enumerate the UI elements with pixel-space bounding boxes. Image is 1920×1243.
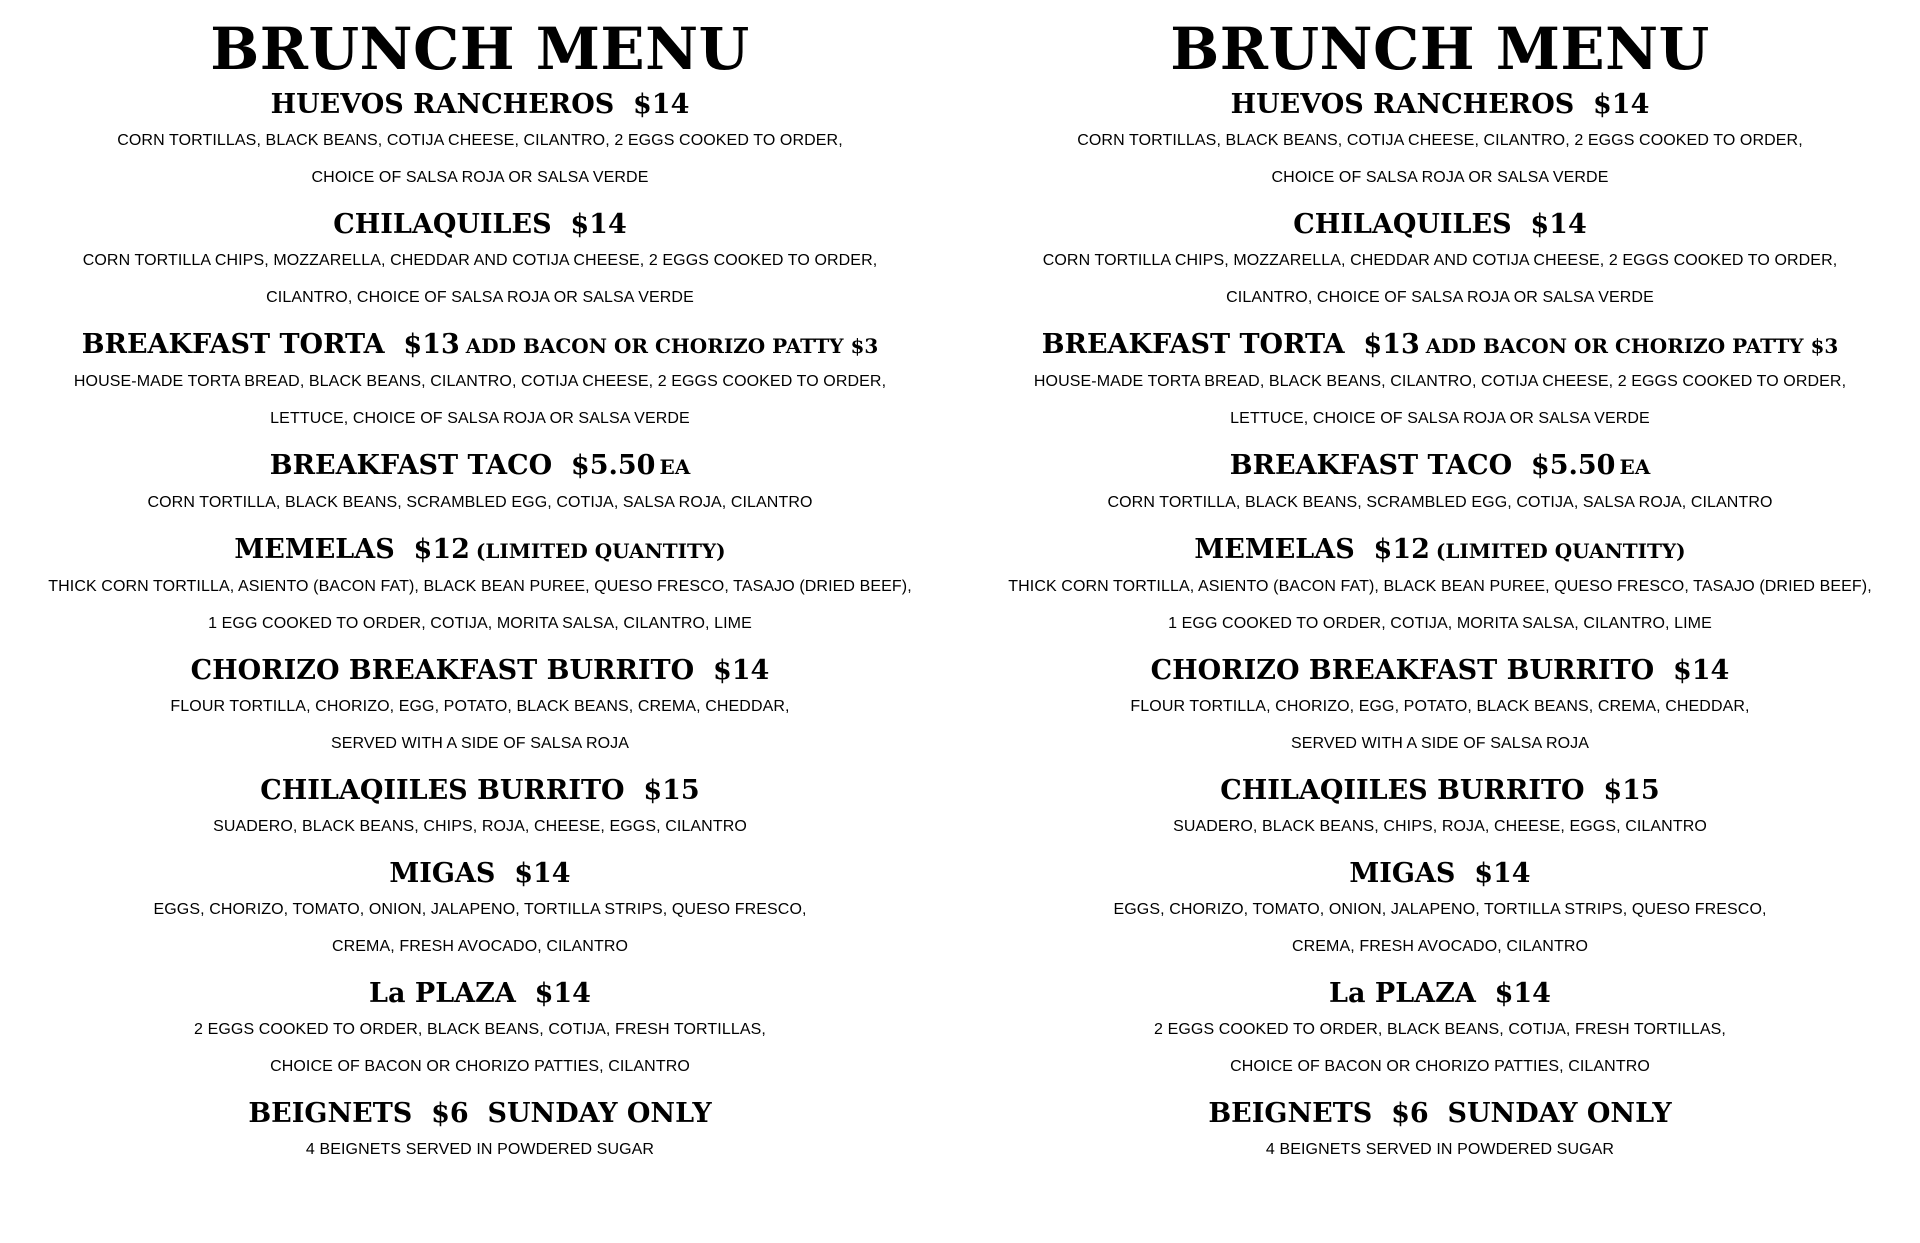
menu-item-description: CREMA, FRESH AVOCADO, CILANTRO	[331, 938, 629, 955]
menu-item	[0, 654, 960, 762]
menu-item-description: CORN TORTILLAS, BLACK BEANS, COTIJA CHEESE, CILANTRO, 2 EGGS COOKED TO ORDER,	[117, 132, 843, 149]
menu-item-name: BEIGNETS $6 SUNDAY ONLY	[1208, 1098, 1672, 1129]
menu-item	[960, 774, 1920, 845]
menu-item-addon: ADD BACON OR CHORIZO PATTY $3	[1425, 334, 1839, 358]
menu-item	[0, 857, 960, 965]
menu-item-heading	[960, 328, 1920, 363]
menu-item	[0, 449, 960, 521]
menu-item-description: LETTUCE, CHOICE OF SALSA ROJA OR SALSA VERDE	[270, 410, 690, 427]
menu-item-description: 1 EGG COOKED TO ORDER, COTIJA, MORITA SALSA, CILANTRO, LIME	[208, 615, 752, 632]
menu-item-name: La PLAZA $14	[369, 978, 591, 1009]
menu-item-description: EGGS, CHORIZO, TOMATO, ONION, JALAPENO, TORTILLA STRIPS, QUESO FRESCO,	[153, 901, 807, 918]
menu-item	[960, 328, 1920, 437]
menu-item-heading	[960, 977, 1920, 1011]
menu-item-heading	[0, 977, 960, 1011]
menu-item-description: SERVED WITH A SIDE OF SALSA ROJA	[330, 735, 630, 752]
menu-item-heading	[0, 857, 960, 891]
menu-item-description: LETTUCE, CHOICE OF SALSA ROJA OR SALSA VERDE	[1230, 410, 1650, 427]
menu-item-name: MEMELAS $12	[1194, 534, 1430, 565]
menu-item	[960, 857, 1920, 965]
menu-item	[960, 1097, 1920, 1168]
menu-item-heading	[960, 654, 1920, 688]
menu-item-name: CHORIZO BREAKFAST BURRITO $14	[190, 655, 770, 686]
menu-item-heading	[960, 1097, 1920, 1131]
menu-item-description: FLOUR TORTILLA, CHORIZO, EGG, POTATO, BLACK BEANS, CREMA, CHEDDAR,	[170, 698, 790, 715]
menu-item-heading	[0, 774, 960, 808]
menu-item-description: 2 EGGS COOKED TO ORDER, BLACK BEANS, COTIJA, FRESH TORTILLAS,	[1154, 1021, 1726, 1038]
menu-item-description: CORN TORTILLA CHIPS, MOZZARELLA, CHEDDAR AND COTIJA CHEESE, 2 EGGS COOKED TO ORDER,	[1042, 252, 1838, 269]
menu-item-description: 1 EGG COOKED TO ORDER, COTIJA, MORITA SALSA, CILANTRO, LIME	[1168, 615, 1712, 632]
menu-item-name: MEMELAS $12	[234, 534, 470, 565]
menu-item	[0, 328, 960, 437]
menu-item-description: HOUSE-MADE TORTA BREAD, BLACK BEANS, CILANTRO, COTIJA CHEESE, 2 EGGS COOKED TO ORDER,	[1033, 373, 1847, 390]
menu-item-note: (LIMITED QUANTITY)	[475, 539, 726, 563]
menu-item-name: BREAKFAST TORTA $13	[1041, 329, 1420, 360]
menu-item-heading	[0, 88, 960, 122]
menu-item-note: (LIMITED QUANTITY)	[1435, 539, 1686, 563]
menu-item-description: 4 BEIGNETS SERVED IN POWDERED SUGAR	[1265, 1141, 1615, 1158]
menu-item-name: MIGAS $14	[389, 858, 571, 889]
menu-column	[960, 0, 1920, 1168]
menu-item-heading	[0, 208, 960, 242]
menu-item-description: CORN TORTILLA, BLACK BEANS, SCRAMBLED EGG, COTIJA, SALSA ROJA, CILANTRO	[1107, 494, 1773, 511]
menu-item-heading	[0, 1097, 960, 1131]
menu-item-name: CHILAQUILES $14	[333, 209, 627, 240]
menu-item-unit: EA	[659, 455, 691, 479]
menu-item-description: 4 BEIGNETS SERVED IN POWDERED SUGAR	[305, 1141, 655, 1158]
menu-title: BRUNCH MENU	[1170, 15, 1710, 83]
menu-item-description: SUADERO, BLACK BEANS, CHIPS, ROJA, CHEESE, EGGS, CILANTRO	[213, 818, 747, 835]
menu-item	[960, 449, 1920, 521]
menu-item-description: 2 EGGS COOKED TO ORDER, BLACK BEANS, COTIJA, FRESH TORTILLAS,	[194, 1021, 766, 1038]
menu-title: BRUNCH MENU	[210, 15, 750, 83]
menu-item-name: BREAKFAST TORTA $13	[81, 329, 460, 360]
menu-item-name: MIGAS $14	[1349, 858, 1531, 889]
menu-item-name: HUEVOS RANCHEROS $14	[270, 89, 690, 120]
menu-item-addon: ADD BACON OR CHORIZO PATTY $3	[465, 334, 879, 358]
menu-item-heading	[960, 208, 1920, 242]
menu-item-description: HOUSE-MADE TORTA BREAD, BLACK BEANS, CILANTRO, COTIJA CHEESE, 2 EGGS COOKED TO ORDER,	[73, 373, 887, 390]
menu-item-heading	[960, 88, 1920, 122]
menu-item-name: CHILAQIILES BURRITO $15	[1220, 775, 1660, 806]
menu-column	[0, 0, 960, 1168]
menu-item-description: CILANTRO, CHOICE OF SALSA ROJA OR SALSA VERDE	[1226, 289, 1654, 306]
menu-item-heading	[0, 533, 960, 568]
menu-item-name: BREAKFAST TACO $5.50	[1229, 450, 1616, 481]
menu-item-description: FLOUR TORTILLA, CHORIZO, EGG, POTATO, BLACK BEANS, CREMA, CHEDDAR,	[1130, 698, 1750, 715]
menu-item-description: THICK CORN TORTILLA, ASIENTO (BACON FAT), BLACK BEAN PUREE, QUESO FRESCO, TASAJO (DRIED BEEF),	[48, 578, 912, 595]
menu-item-heading	[960, 449, 1920, 484]
menu-item-description: CHOICE OF BACON OR CHORIZO PATTIES, CILANTRO	[1230, 1058, 1650, 1075]
menu-item-description: SUADERO, BLACK BEANS, CHIPS, ROJA, CHEESE, EGGS, CILANTRO	[1173, 818, 1707, 835]
menu-item-name: BREAKFAST TACO $5.50	[269, 450, 656, 481]
menu-item	[960, 977, 1920, 1085]
menu-item-description: CORN TORTILLA, BLACK BEANS, SCRAMBLED EGG, COTIJA, SALSA ROJA, CILANTRO	[147, 494, 813, 511]
menu-item	[960, 88, 1920, 196]
menu-item-heading	[0, 328, 960, 363]
menu-item-description: CHOICE OF SALSA ROJA OR SALSA VERDE	[311, 169, 649, 186]
menu-item	[960, 654, 1920, 762]
menu-item-heading	[0, 654, 960, 688]
menu-item-description: THICK CORN TORTILLA, ASIENTO (BACON FAT), BLACK BEAN PUREE, QUESO FRESCO, TASAJO (DRIED BEEF),	[1008, 578, 1872, 595]
menu-item-description: CILANTRO, CHOICE OF SALSA ROJA OR SALSA VERDE	[266, 289, 694, 306]
menu-item-name: BEIGNETS $6 SUNDAY ONLY	[248, 1098, 712, 1129]
menu-item-heading	[960, 533, 1920, 568]
menu-item-heading	[960, 774, 1920, 808]
menu-item-description: CREMA, FRESH AVOCADO, CILANTRO	[1291, 938, 1589, 955]
menu-item	[0, 533, 960, 642]
menu-item-name: La PLAZA $14	[1329, 978, 1551, 1009]
menu-item-name: CHORIZO BREAKFAST BURRITO $14	[1150, 655, 1730, 686]
menu-item-heading	[960, 857, 1920, 891]
menu-item-unit: EA	[1619, 455, 1651, 479]
menu-item	[0, 774, 960, 845]
menu-item-description: SERVED WITH A SIDE OF SALSA ROJA	[1290, 735, 1590, 752]
menu-item	[960, 533, 1920, 642]
menu-item-description: EGGS, CHORIZO, TOMATO, ONION, JALAPENO, TORTILLA STRIPS, QUESO FRESCO,	[1113, 901, 1767, 918]
menu-item	[0, 977, 960, 1085]
menu-item-description: CHOICE OF BACON OR CHORIZO PATTIES, CILANTRO	[270, 1058, 690, 1075]
menu-item-heading	[0, 449, 960, 484]
menu-item	[960, 208, 1920, 316]
menu-item-name: CHILAQIILES BURRITO $15	[260, 775, 700, 806]
menu-item	[0, 208, 960, 316]
menu-item-description: CHOICE OF SALSA ROJA OR SALSA VERDE	[1271, 169, 1609, 186]
menu-page-right	[960, 0, 1920, 1243]
menu-item-name: HUEVOS RANCHEROS $14	[1230, 89, 1650, 120]
menu-item-name: CHILAQUILES $14	[1293, 209, 1587, 240]
menu-item	[0, 1097, 960, 1168]
menu-item-description: CORN TORTILLAS, BLACK BEANS, COTIJA CHEESE, CILANTRO, 2 EGGS COOKED TO ORDER,	[1077, 132, 1803, 149]
menu-item-description: CORN TORTILLA CHIPS, MOZZARELLA, CHEDDAR AND COTIJA CHEESE, 2 EGGS COOKED TO ORDER,	[82, 252, 878, 269]
menu-item	[0, 88, 960, 196]
